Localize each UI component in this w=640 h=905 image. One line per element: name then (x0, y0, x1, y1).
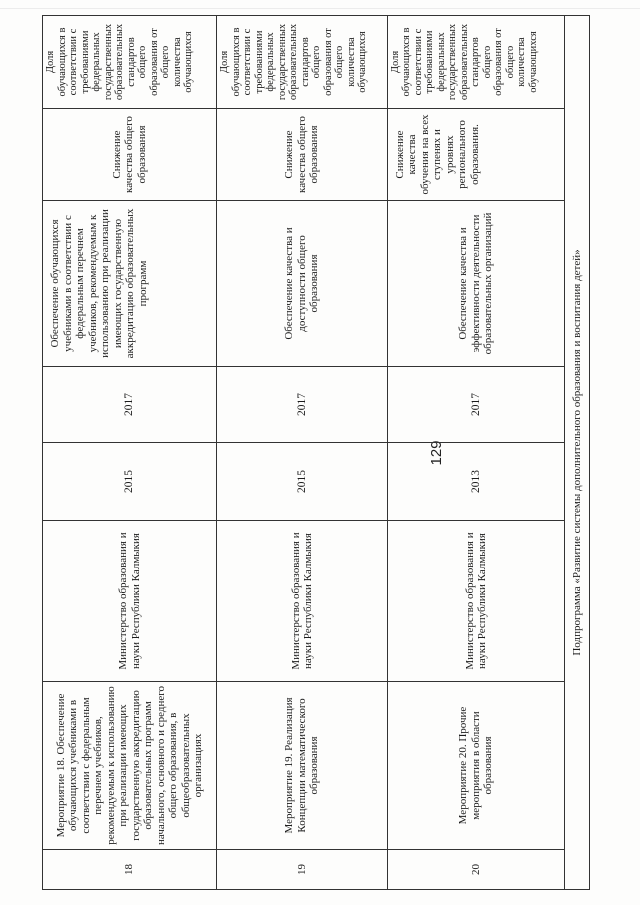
result-cell: Обеспечение качества и эффективности деятельности образовательных организаций (387, 201, 564, 367)
measure-cell: Мероприятие 20. Прочие мероприятия в области образования (387, 682, 564, 850)
row-number: 20 (387, 850, 564, 890)
subprogram-title: Подпрограмма «Развитие системы дополнительного образования и воспитания детей» (565, 16, 590, 890)
indicator-cell: Доля обучающихся в соответствии с требованиями федеральных государственных образовательных стандартов общего образования от общего количества обучающихся (43, 16, 217, 109)
table-row (387, 16, 564, 890)
result-cell: Обеспечение обучающихся учебниками в соответствии с федеральным перечнем учебников, рекомендуемым к использованию при реализации имеющих государственную аккредитацию образовательных программ (43, 201, 217, 367)
consequence-cell: Снижение качества общего образования (217, 109, 388, 201)
subprogram-row (565, 16, 590, 890)
start-year-cell: 2013 (387, 443, 564, 521)
executor-cell: Министерство образования и науки Республики Калмыкия (387, 521, 564, 682)
consequence-cell: Снижение качества общего образования (43, 109, 217, 201)
table-row (217, 16, 388, 890)
start-year-cell: 2015 (217, 443, 388, 521)
table-row (43, 16, 217, 890)
executor-cell: Министерство образования и науки Республики Калмыкия (217, 521, 388, 682)
consequence-cell: Снижение качества обучения на всех ступенях и уровнях регионального образования. (387, 109, 564, 201)
measure-cell: Мероприятие 19. Реализация Концепции математического образования (217, 682, 388, 850)
measures-table (42, 15, 590, 890)
result-cell: Обеспечение качества и доступности общего образования (217, 201, 388, 367)
indicator-cell: Доля обучающихся в соответствии с требованиями федеральных государственных образовательных стандартов общего образования от общего количества обучающихся (387, 16, 564, 109)
end-year-cell: 2017 (387, 367, 564, 443)
indicator-cell: Доля обучающихся в соответствии с требованиями федеральных государственных образовательных стандартов общего образования от общего количества обучающихся (217, 16, 388, 109)
page-number: 129 (428, 440, 445, 466)
end-year-cell: 2017 (217, 367, 388, 443)
end-year-cell: 2017 (43, 367, 217, 443)
row-number: 18 (43, 850, 217, 890)
start-year-cell: 2015 (43, 443, 217, 521)
measure-cell: Мероприятие 18. Обеспечение обучающихся учебниками в соответствии с федеральным перечнем учебников, рекомендуемым к использованию при реализации имеющих государственную аккредитацию образовательных программ начального, основного и среднего общего образования, в общеобразовательных организациях (43, 682, 217, 850)
row-number: 19 (217, 850, 388, 890)
executor-cell: Министерство образования и науки Республики Калмыкия (43, 521, 217, 682)
